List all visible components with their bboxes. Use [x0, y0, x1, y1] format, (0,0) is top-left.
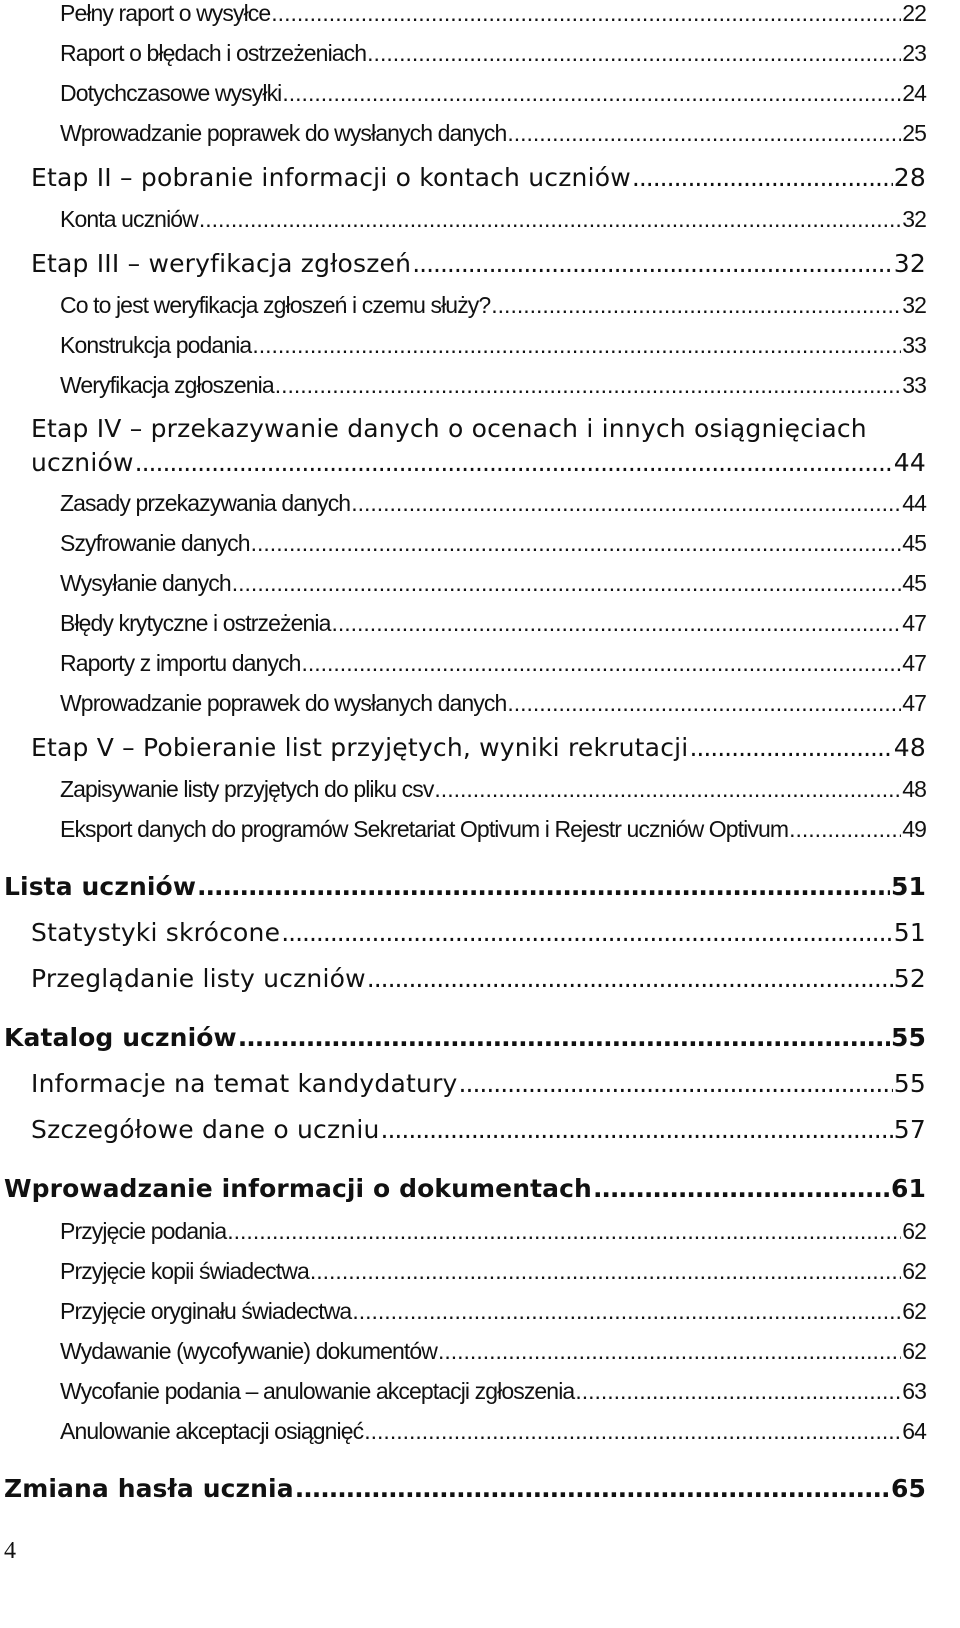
toc-entry[interactable] [31, 163, 926, 192]
dot-leader [281, 918, 893, 947]
toc-entry-title: Wprowadzanie informacji o dokumentach [4, 1174, 592, 1203]
dot-leader [575, 1378, 901, 1405]
toc-entry-title: Błędy krytyczne i ostrzeżenia [60, 610, 331, 636]
toc-entry[interactable] [31, 733, 926, 762]
toc-entry-title: Zasady przekazywania danych [60, 490, 351, 516]
toc-entry-title: Zmiana hasła ucznia [4, 1474, 294, 1503]
toc-entry-page: 61 [891, 1174, 926, 1203]
dot-leader [507, 120, 901, 147]
dot-leader [310, 1258, 901, 1285]
dot-leader [227, 1218, 901, 1245]
toc-entry-page: 65 [891, 1474, 926, 1503]
toc-entry-page: 48 [902, 776, 926, 802]
dot-leader [271, 0, 901, 27]
toc-entry-title: Szczegółowe dane o uczniu [31, 1115, 380, 1144]
toc-entry-title: Co to jest weryfikacja zgłoszeń i czemu służy? [60, 292, 491, 318]
toc-entry-title: Dotychczasowe wysyłki [60, 80, 282, 106]
dot-leader [367, 964, 893, 993]
toc-entry-page: 52 [893, 964, 926, 993]
toc-entry-title: Lista uczniów [4, 872, 197, 901]
dot-leader [593, 1174, 890, 1203]
toc-entry[interactable] [60, 776, 926, 803]
toc-entry-title: Wysyłanie danych [60, 570, 231, 596]
toc-entry-page: 45 [902, 570, 926, 596]
toc-entry-title: Przyjęcie oryginału świadectwa [60, 1298, 352, 1324]
toc-entry-title-line1[interactable]: Etap IV – przekazywanie danych o ocenach i innych osiągnięciach [31, 414, 867, 443]
toc-entry-title: Etap III – weryfikacja zgłoszeń [31, 249, 412, 278]
dot-leader [197, 872, 890, 901]
dot-leader [491, 292, 901, 319]
toc-entry-title: Wydawanie (wycofywanie) dokumentów [60, 1338, 437, 1364]
toc-entry[interactable] [4, 1174, 926, 1203]
toc-entry-title: Wprowadzanie poprawek do wysłanych danych [60, 690, 507, 716]
toc-entry-title: Wprowadzanie poprawek do wysłanych danych [60, 120, 507, 146]
dot-leader [789, 816, 901, 843]
toc-entry-page: 44 [902, 490, 926, 516]
toc-entry[interactable] [31, 249, 926, 278]
toc-entry[interactable] [31, 918, 926, 947]
dot-leader [282, 80, 901, 107]
page-number: 4 [4, 1538, 16, 1564]
dot-leader [295, 1474, 890, 1503]
toc-entry-page: 32 [902, 292, 926, 318]
dot-leader [381, 1115, 893, 1144]
toc-entry[interactable] [60, 530, 926, 557]
dot-leader [352, 1298, 901, 1325]
toc-entry-page: 23 [902, 40, 926, 66]
toc-entry-page: 47 [902, 650, 926, 676]
dot-leader [275, 372, 901, 399]
toc-entry-page: 33 [902, 332, 926, 358]
dot-leader [434, 776, 901, 803]
dot-leader [507, 690, 901, 717]
toc-entry-page: 47 [902, 610, 926, 636]
dot-leader [412, 249, 893, 278]
toc-entry-title: Przyjęcie podania [60, 1218, 227, 1244]
toc-entry[interactable] [60, 1378, 926, 1405]
dot-leader [459, 1069, 893, 1098]
toc-entry-page: 28 [893, 163, 926, 192]
toc-entry[interactable] [4, 1023, 926, 1052]
toc-entry[interactable] [31, 1069, 926, 1098]
dot-leader [135, 448, 893, 477]
toc-entry-page: 24 [902, 80, 926, 106]
toc-entry-title: Katalog uczniów [4, 1023, 237, 1052]
toc-entry[interactable] [60, 490, 926, 517]
toc-entry[interactable] [60, 1338, 926, 1365]
toc-entry[interactable] [60, 206, 926, 233]
toc-entry[interactable] [31, 1115, 926, 1144]
toc-entry-page: 55 [893, 1069, 926, 1098]
toc-entry-page: 63 [902, 1378, 926, 1404]
toc-entry-page: 51 [891, 872, 926, 901]
toc-entry[interactable] [60, 120, 926, 147]
toc-entry-title: Przeglądanie listy uczniów [31, 964, 366, 993]
dot-leader [232, 570, 901, 597]
toc-entry[interactable] [60, 690, 926, 717]
toc-entry-title: Weryfikacja zgłoszenia [60, 372, 274, 398]
toc-entry-page: 22 [902, 0, 926, 26]
toc-entry[interactable] [4, 1474, 926, 1503]
toc-entry-title: uczniów [31, 448, 134, 477]
dot-leader [238, 1023, 890, 1052]
toc-entry[interactable] [60, 1418, 926, 1445]
toc-entry[interactable] [60, 1218, 926, 1245]
toc-entry[interactable] [31, 964, 926, 993]
dot-leader [251, 530, 902, 557]
dot-leader [331, 610, 901, 637]
toc-entry-title: Statystyki skrócone [31, 918, 281, 947]
toc-entry-page: 62 [902, 1298, 926, 1324]
toc-entry[interactable] [60, 570, 926, 597]
toc-entry-page: 25 [902, 120, 926, 146]
dot-leader [252, 332, 901, 359]
dot-leader [364, 1418, 901, 1445]
toc-entry-title: Anulowanie akceptacji osiągnięć [60, 1418, 364, 1444]
toc-entry-page: 48 [893, 733, 926, 762]
toc-entry-title: Szyfrowanie danych [60, 530, 250, 556]
toc-entry-page: 64 [902, 1418, 926, 1444]
toc-entry[interactable] [60, 0, 926, 27]
toc-entry-title: Przyjęcie kopii świadectwa [60, 1258, 309, 1284]
toc-entry-page: 44 [893, 448, 926, 477]
toc-entry-title: Wycofanie podania – anulowanie akceptacji zgłoszenia [60, 1378, 575, 1404]
toc-entry[interactable] [60, 1298, 926, 1325]
toc-entry-page: 32 [902, 206, 926, 232]
toc-entry[interactable] [60, 372, 926, 399]
toc-entry-title: Konstrukcja podania [60, 332, 252, 358]
toc-entry[interactable] [60, 332, 926, 359]
dot-leader [367, 40, 901, 67]
dot-leader [438, 1338, 901, 1365]
dot-leader [351, 490, 901, 517]
toc-entry-page: 45 [902, 530, 926, 556]
dot-leader [301, 650, 901, 677]
toc-entry-page: 57 [893, 1115, 926, 1144]
dot-leader [689, 733, 892, 762]
toc-entry-title: Pełny raport o wysyłce [60, 0, 271, 26]
toc-entry-page: 62 [902, 1338, 926, 1364]
toc-entry-page: 33 [902, 372, 926, 398]
toc-entry-page: 55 [891, 1023, 926, 1052]
toc-entry-title: Raporty z importu danych [60, 650, 301, 676]
toc-entry-title: Etap V – Pobieranie list przyjętych, wyniki rekrutacji [31, 733, 689, 762]
toc-entry[interactable] [60, 816, 926, 843]
toc-entry-page: 62 [902, 1258, 926, 1284]
toc-entry[interactable] [31, 448, 926, 477]
toc-entry[interactable] [60, 80, 926, 107]
toc-entry-title: Raport o błędach i ostrzeżeniach [60, 40, 367, 66]
toc-entry[interactable] [60, 610, 926, 637]
toc-entry-title: Zapisywanie listy przyjętych do pliku csv [60, 776, 434, 802]
toc-entry-title: Informacje na temat kandydatury [31, 1069, 458, 1098]
toc-entry-title: Eksport danych do programów Sekretariat Optivum i Rejestr uczniów Optivum [60, 816, 789, 842]
toc-entry[interactable] [60, 650, 926, 677]
toc-entry-page: 47 [902, 690, 926, 716]
toc-entry-title: Konta uczniów [60, 206, 198, 232]
toc-entry-page: 32 [893, 249, 926, 278]
dot-leader [199, 206, 901, 233]
toc-entry[interactable] [60, 292, 926, 319]
toc-entry-title: Etap II – pobranie informacji o kontach uczniów [31, 163, 631, 192]
toc-entry-page: 62 [902, 1218, 926, 1244]
toc-entry-page: 51 [893, 918, 926, 947]
toc-entry[interactable] [60, 40, 926, 67]
toc-entry[interactable] [60, 1258, 926, 1285]
toc-entry[interactable] [4, 872, 926, 901]
dot-leader [632, 163, 893, 192]
toc-entry-page: 49 [902, 816, 926, 842]
